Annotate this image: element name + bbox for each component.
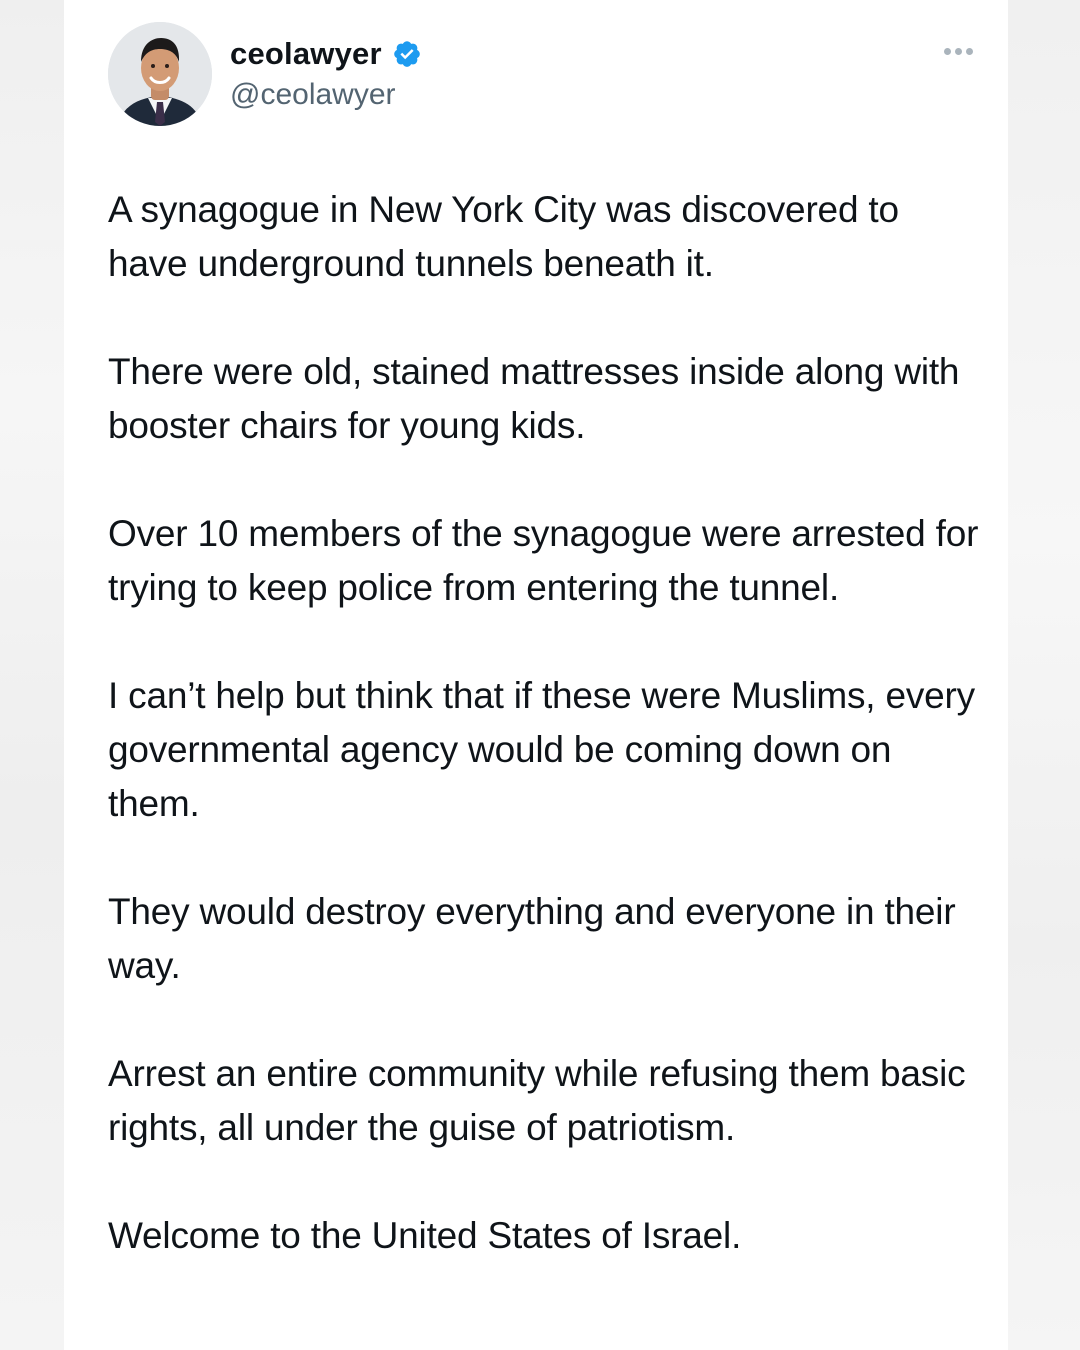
more-options-button[interactable] [938,36,978,66]
more-horizontal-icon [955,48,962,55]
post-paragraph: There were old, stained mattresses inside along with booster chairs for young kids. [108,351,960,446]
post-paragraph: Over 10 members of the synagogue were arrested for trying to keep police from entering the tunnel. [108,513,979,608]
avatar[interactable] [108,22,212,126]
background-left-panel [0,0,64,1350]
post-paragraph: I can’t help but think that if these were Muslims, every governmental agency would be coming down on them. [108,675,975,824]
author-handle[interactable]: @ceolawyer [230,78,396,111]
more-horizontal-icon [944,48,951,55]
background-right-panel [1008,0,1080,1350]
post-body [108,183,988,1317]
post-header [108,22,978,128]
profile-photo-icon [108,22,212,126]
display-name[interactable]: ceolawyer [230,36,382,71]
verified-badge-icon [392,39,422,69]
post-paragraph: A synagogue in New York City was discovered to have underground tunnels beneath it. [108,189,899,284]
post-paragraph: Welcome to the United States of Israel. [108,1215,742,1256]
post-paragraph: They would destroy everything and everyone in their way. [108,891,956,986]
more-horizontal-icon [966,48,973,55]
post-paragraph: Arrest an entire community while refusing them basic rights, all under the guise of patriotism. [108,1053,966,1148]
author-name-row [230,34,422,74]
post-card [64,0,1008,1350]
